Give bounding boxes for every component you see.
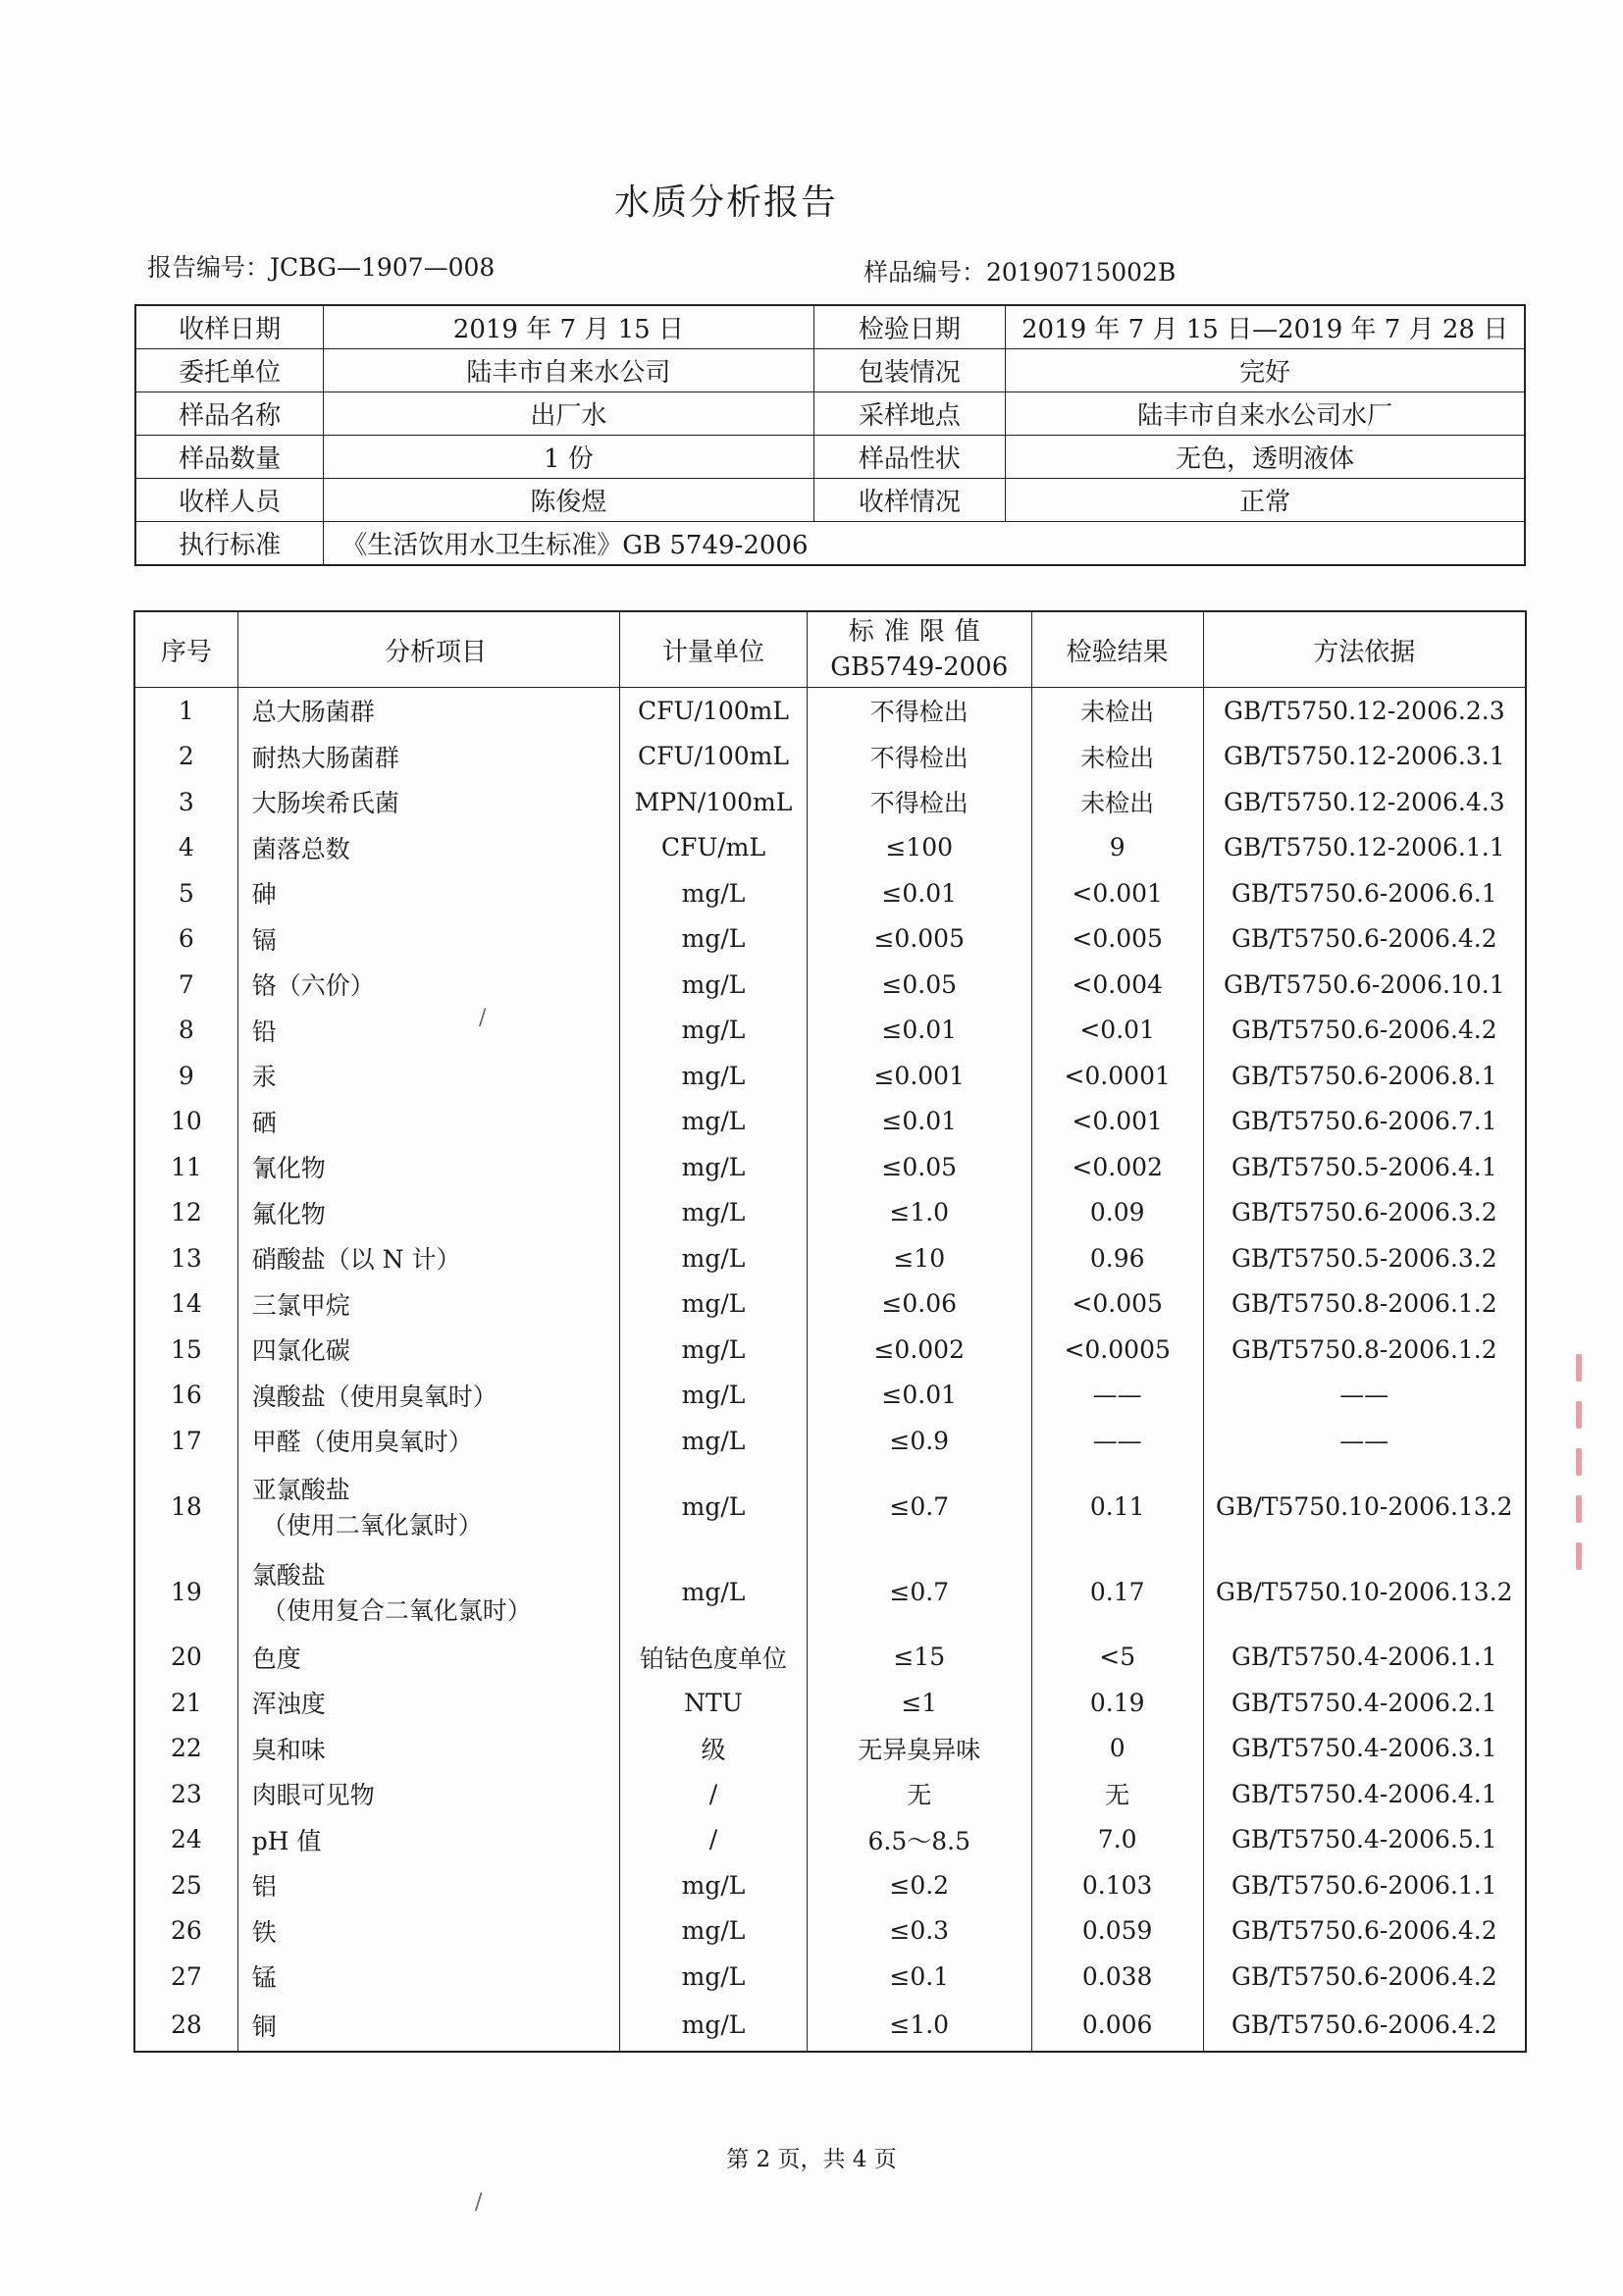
info-label: 样品性状 [813,436,1006,479]
row-result: —— [1031,1373,1203,1419]
row-unit: CFU/100mL [620,734,807,780]
row-method: GB/T5750.4-2006.2.1 [1203,1680,1526,1726]
row-unit: mg/L [620,1373,807,1419]
row-result: <0.004 [1031,962,1203,1008]
row-standard: ≤10 [807,1235,1031,1281]
row-item: 臭和味 [237,1726,620,1772]
row-method: GB/T5750.12-2006.1.1 [1203,825,1526,871]
header-method: 方法依据 [1203,611,1526,688]
row-number: 22 [134,1726,237,1772]
row-result: 未检出 [1031,734,1203,780]
info-value: 陆丰市自来水公司水厂 [1006,392,1525,436]
row-number: 26 [134,1908,237,1955]
row-number: 13 [134,1235,237,1281]
table-row [134,962,1526,1008]
row-standard: ≤0.01 [807,1373,1031,1419]
row-unit: mg/L [620,1235,807,1281]
table-row [134,1954,1526,2000]
row-standard: ≤15 [807,1635,1031,1681]
results-table [133,610,1527,2053]
row-method: —— [1203,1418,1526,1464]
info-label: 样品名称 [135,392,324,436]
row-standard: ≤0.001 [807,1053,1031,1099]
row-item: 溴酸盐（使用臭氧时） [237,1373,620,1419]
row-standard: ≤0.01 [807,870,1031,916]
row-result: 9 [1031,825,1203,871]
header-item: 分析项目 [237,611,620,688]
table-row [134,916,1526,963]
row-unit: mg/L [620,870,807,916]
row-result: 0.103 [1031,1862,1203,1908]
row-number: 25 [134,1862,237,1908]
row-result: 0.09 [1031,1190,1203,1236]
row-result: 未检出 [1031,779,1203,825]
row-standard: ≤0.1 [807,1954,1031,2000]
row-method: GB/T5750.6-2006.4.2 [1203,1008,1526,1054]
row-standard: ≤0.05 [807,962,1031,1008]
row-item: 镉 [237,916,620,963]
row-method: GB/T5750.6-2006.4.2 [1203,2000,1526,2052]
table-row [134,1464,1526,1549]
table-row [134,1053,1526,1099]
row-standard: ≤1.0 [807,1190,1031,1236]
row-standard: 不得检出 [807,779,1031,825]
table-row [134,779,1526,825]
row-result: <5 [1031,1635,1203,1681]
page-title: 水质分析报告 [613,183,838,223]
sample-info-row [135,479,1525,522]
row-item [237,1549,620,1635]
row-item [237,1464,620,1549]
standard-label: 执行标准 [135,522,324,566]
row-item: 总大肠菌群 [237,688,620,734]
row-method: GB/T5750.4-2006.5.1 [1203,1817,1526,1863]
info-value: 完好 [1006,349,1525,392]
table-row [134,1549,1526,1635]
row-item: 汞 [237,1053,620,1099]
row-method: GB/T5750.4-2006.1.1 [1203,1635,1526,1681]
row-number: 28 [134,2000,237,2052]
row-result: 0.96 [1031,1235,1203,1281]
table-row [134,1008,1526,1054]
info-value: 1 份 [324,436,813,479]
row-number: 16 [134,1373,237,1419]
row-item: 砷 [237,870,620,916]
table-row [134,1680,1526,1726]
row-result: 0.059 [1031,1908,1203,1955]
standard-row [135,522,1525,566]
table-row [134,1817,1526,1863]
row-standard: ≤0.002 [807,1327,1031,1373]
row-item-note: （使用二氧化氯时） [261,1511,483,1539]
row-unit: mg/L [620,1008,807,1054]
results-header-row [134,611,1526,688]
row-result: 0.006 [1031,2000,1203,2052]
row-method: GB/T5750.12-2006.3.1 [1203,734,1526,780]
row-standard: ≤1 [807,1680,1031,1726]
table-row [134,1373,1526,1419]
table-row [134,1144,1526,1190]
table-row [134,1771,1526,1817]
row-result: —— [1031,1418,1203,1464]
table-row [134,825,1526,871]
scan-mark: / [475,2190,483,2215]
table-row [134,1418,1526,1464]
info-value: 2019 年 7 月 15 日 [324,305,813,349]
sample-info-table [134,304,1526,566]
info-value: 出厂水 [324,392,813,436]
results-body [134,688,1526,2052]
sample-info-body [135,305,1525,522]
row-number: 14 [134,1281,237,1328]
info-label: 收样情况 [813,479,1006,522]
row-item: 甲醛（使用臭氧时） [237,1418,620,1464]
row-result: <0.01 [1031,1008,1203,1054]
row-method: GB/T5750.8-2006.1.2 [1203,1327,1526,1373]
info-label: 收样日期 [135,305,324,349]
row-standard: ≤0.3 [807,1908,1031,1955]
row-method: GB/T5750.8-2006.1.2 [1203,1281,1526,1328]
row-item: 铬（六价） [237,962,620,1008]
info-label: 样品数量 [135,436,324,479]
row-item-note: （使用复合二氧化氯时） [261,1596,532,1625]
row-number: 11 [134,1144,237,1190]
row-unit: mg/L [620,2000,807,2052]
row-unit: mg/L [620,1327,807,1373]
row-result: <0.0005 [1031,1327,1203,1373]
row-standard: ≤0.005 [807,916,1031,963]
row-method: GB/T5750.6-2006.4.2 [1203,1908,1526,1955]
row-method: GB/T5750.4-2006.3.1 [1203,1726,1526,1772]
row-method: GB/T5750.6-2006.8.1 [1203,1053,1526,1099]
row-number: 24 [134,1817,237,1863]
table-row [134,1635,1526,1681]
info-label: 委托单位 [135,349,324,392]
row-result: 无 [1031,1771,1203,1817]
row-item: 耐热大肠菌群 [237,734,620,780]
row-item: 铅 [237,1008,620,1054]
row-number: 18 [134,1464,237,1549]
scan-mark: / [479,1006,487,1030]
row-result: 0.19 [1031,1680,1203,1726]
sample-info-row [135,392,1525,436]
row-result: 7.0 [1031,1817,1203,1863]
row-unit: CFU/100mL [620,688,807,734]
row-item: 浑浊度 [237,1680,620,1726]
row-unit: mg/L [620,1418,807,1464]
row-unit: 级 [620,1726,807,1772]
sample-info-row [135,436,1525,479]
row-result: <0.005 [1031,916,1203,963]
row-number: 12 [134,1190,237,1236]
table-row [134,1908,1526,1955]
row-standard: 6.5～8.5 [807,1817,1031,1863]
row-result: 0.038 [1031,1954,1203,2000]
row-item: 四氯化碳 [237,1327,620,1373]
row-unit: mg/L [620,1053,807,1099]
row-unit: 铂钴色度单位 [620,1635,807,1681]
row-method: GB/T5750.5-2006.3.2 [1203,1235,1526,1281]
row-standard: ≤0.01 [807,1008,1031,1054]
row-standard: ≤0.01 [807,1099,1031,1145]
row-unit: mg/L [620,916,807,963]
row-number: 20 [134,1635,237,1681]
row-number: 10 [134,1099,237,1145]
info-label: 检验日期 [813,305,1006,349]
row-unit: CFU/mL [620,825,807,871]
row-unit: / [620,1817,807,1863]
row-number: 17 [134,1418,237,1464]
row-unit: mg/L [620,1190,807,1236]
row-item: 铜 [237,2000,620,2052]
row-standard: ≤0.7 [807,1464,1031,1549]
row-number: 23 [134,1771,237,1817]
row-method: GB/T5750.6-2006.6.1 [1203,870,1526,916]
row-standard: 不得检出 [807,734,1031,780]
row-item: 锰 [237,1954,620,2000]
row-method: GB/T5750.10-2006.13.2 [1203,1549,1526,1635]
info-value: 2019 年 7 月 15 日—2019 年 7 月 28 日 [1006,305,1525,349]
row-item: 硒 [237,1099,620,1145]
row-item: 大肠埃希氏菌 [237,779,620,825]
row-standard: ≤100 [807,825,1031,871]
row-result: 未检出 [1031,688,1203,734]
row-unit: mg/L [620,1862,807,1908]
row-item: 色度 [237,1635,620,1681]
row-method: GB/T5750.5-2006.4.1 [1203,1144,1526,1190]
row-standard: ≤0.9 [807,1418,1031,1464]
table-row [134,734,1526,780]
row-number: 15 [134,1327,237,1373]
row-item: 氰化物 [237,1144,620,1190]
row-standard: ≤0.06 [807,1281,1031,1328]
header-standard-line2: GB5749-2006 [830,652,1009,682]
row-number: 6 [134,916,237,963]
row-unit: mg/L [620,1954,807,2000]
sample-info-row [135,305,1525,349]
row-item: pH 值 [237,1817,620,1863]
row-standard: 无异臭异味 [807,1726,1031,1772]
row-method: GB/T5750.6-2006.10.1 [1203,962,1526,1008]
row-unit: mg/L [620,962,807,1008]
row-number: 8 [134,1008,237,1054]
row-standard: ≤0.05 [807,1144,1031,1190]
row-method: GB/T5750.6-2006.1.1 [1203,1862,1526,1908]
header-standard [807,611,1031,688]
table-row [134,1327,1526,1373]
row-number: 1 [134,688,237,734]
row-standard: ≤0.2 [807,1862,1031,1908]
row-unit: mg/L [620,1549,807,1635]
table-row [134,1281,1526,1328]
row-unit: / [620,1771,807,1817]
info-value: 陈俊煜 [324,479,813,522]
row-method: GB/T5750.6-2006.3.2 [1203,1190,1526,1236]
table-row [134,1190,1526,1236]
row-unit: mg/L [620,1464,807,1549]
table-row [134,1726,1526,1772]
row-item: 菌落总数 [237,825,620,871]
row-standard: ≤1.0 [807,2000,1031,2052]
standard-value: 《生活饮用水卫生标准》GB 5749-2006 [324,522,1525,566]
table-row [134,688,1526,734]
table-row [134,870,1526,916]
row-number: 3 [134,779,237,825]
row-result: <0.0001 [1031,1053,1203,1099]
row-unit: mg/L [620,1099,807,1145]
row-method: GB/T5750.4-2006.4.1 [1203,1771,1526,1817]
row-item: 肉眼可见物 [237,1771,620,1817]
row-result: <0.001 [1031,870,1203,916]
sample-info-row [135,349,1525,392]
row-number: 27 [134,1954,237,2000]
row-item: 氟化物 [237,1190,620,1236]
row-result: <0.002 [1031,1144,1203,1190]
row-number: 7 [134,962,237,1008]
info-value: 正常 [1006,479,1525,522]
row-number: 9 [134,1053,237,1099]
info-value: 无色，透明液体 [1006,436,1525,479]
page-footer: 第 2 页，共 4 页 [726,2147,897,2172]
header-unit: 计量单位 [620,611,807,688]
report-number: 报告编号：JCBG—1907—008 [147,253,496,282]
row-result: <0.001 [1031,1099,1203,1145]
row-unit: MPN/100mL [620,779,807,825]
row-item: 铝 [237,1862,620,1908]
row-method: GB/T5750.10-2006.13.2 [1203,1464,1526,1549]
sample-number: 样品编号：20190715002B [864,258,1177,287]
info-label: 包装情况 [813,349,1006,392]
row-unit: NTU [620,1680,807,1726]
row-result: 0 [1031,1726,1203,1772]
row-item-main: 亚氯酸盐 [251,1476,350,1504]
row-result: 0.17 [1031,1549,1203,1635]
row-number: 19 [134,1549,237,1635]
row-item: 三氯甲烷 [237,1281,620,1328]
row-item: 硝酸盐（以 N 计） [237,1235,620,1281]
table-row [134,2000,1526,2052]
header-no: 序号 [134,611,237,688]
row-result: <0.005 [1031,1281,1203,1328]
row-unit: mg/L [620,1908,807,1955]
row-number: 5 [134,870,237,916]
row-number: 21 [134,1680,237,1726]
info-label: 采样地点 [813,392,1006,436]
row-result: 0.11 [1031,1464,1203,1549]
row-number: 2 [134,734,237,780]
row-method: GB/T5750.12-2006.2.3 [1203,688,1526,734]
table-row [134,1862,1526,1908]
row-standard: ≤0.7 [807,1549,1031,1635]
row-method: GB/T5750.6-2006.7.1 [1203,1099,1526,1145]
row-item: 铁 [237,1908,620,1955]
row-method: GB/T5750.12-2006.4.3 [1203,779,1526,825]
row-standard: 无 [807,1771,1031,1817]
table-row [134,1099,1526,1145]
seal-stamp-edge [1566,1334,1592,1648]
table-row [134,1235,1526,1281]
row-standard: 不得检出 [807,688,1031,734]
row-unit: mg/L [620,1281,807,1328]
row-method: GB/T5750.6-2006.4.2 [1203,1954,1526,2000]
info-label: 收样人员 [135,479,324,522]
row-number: 4 [134,825,237,871]
row-item-main: 氯酸盐 [251,1561,326,1590]
row-unit: mg/L [620,1144,807,1190]
row-method: —— [1203,1373,1526,1419]
info-value: 陆丰市自来水公司 [324,349,813,392]
row-method: GB/T5750.6-2006.4.2 [1203,916,1526,963]
header-standard-line1: 标准限值 [848,617,990,647]
header-result: 检验结果 [1031,611,1203,688]
